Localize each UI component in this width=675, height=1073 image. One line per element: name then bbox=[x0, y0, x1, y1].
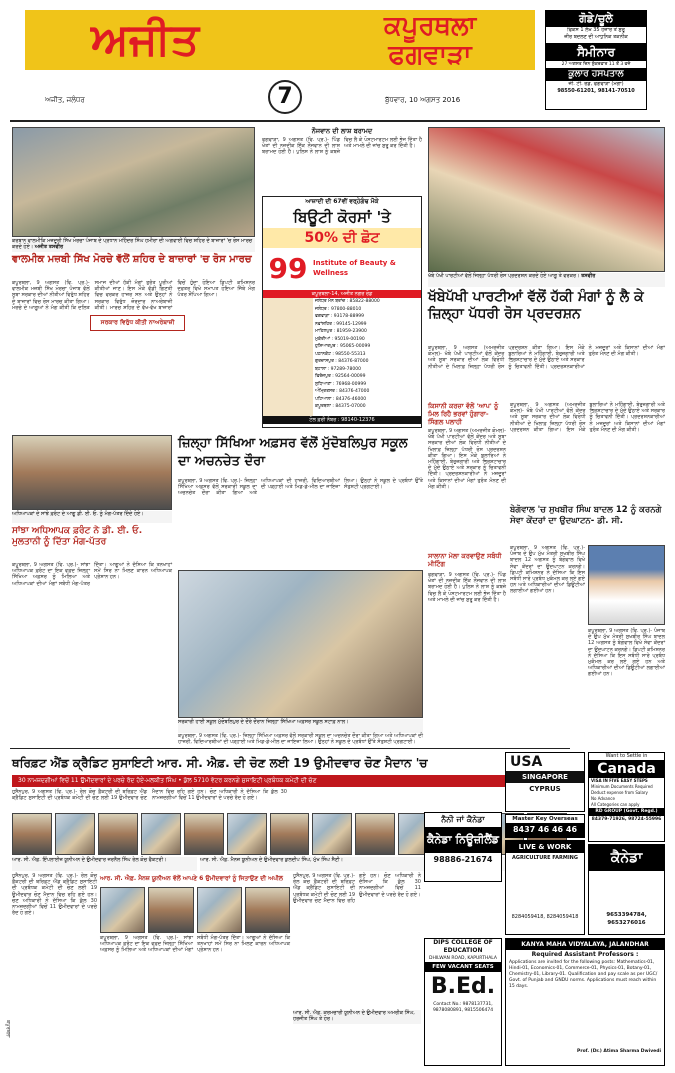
kmv-sub: Required Assistant Professors : bbox=[531, 951, 639, 958]
story6-body: ਕਪੂਰਥਲਾ, 9 ਅਗਸਤ (ਵਿ. ਪ੍ਰ.)- ਪੰਜਾਬ ਦੇ ਉਪ ਮੁੱਖ ਮੰਤਰੀ ਸੁਖਬੀਰ ਸਿੰਘ ਬਾਦਲ 12 ਅਗਸਤ ਨੂੰ ਬੇਗੋਵਾਲ ਵਿਖੇ ਸੇਵਾ ਕੇਂਦਰਾਂ ਦਾ ਉਦਘਾਟਨ ਕਰਨਗੇ। ਡਿਪਟੀ ਕਮਿਸ਼ਨਰ ਨੇ ਦੱਸਿਆ ਕਿ ਇਸ ਸਬੰਧੀ ਸਾਰੇ ਪ੍ਰਬੰਧ ਮੁਕੰਮਲ ਕਰ ਲਏ ਗਏ ਹਨ ਅਤੇ ਅਧਿਕਾਰੀਆਂ ਦੀਆਂ ਡਿਊਟੀਆਂ ਲਗਾਈਆਂ ਗਈਆਂ ਹਨ। bbox=[510, 545, 585, 595]
candidate-photo bbox=[184, 813, 224, 855]
canada-ad-line-4: All Categories can apply bbox=[591, 802, 640, 807]
candidate-photo bbox=[197, 887, 242, 933]
photo2-caption-text: ਖੱਬੇ ਪੱਖੀ ਪਾਰਟੀਆਂ ਵੱਲੋਂ ਜਿਲ੍ਹਾ ਪੱਧਰੀ ਰੋਸ ਪ੍ਰਦਰਸ਼ਨ ਕਰਦੇ ਹੋਏ ਆਗੂ ਤੇ ਵਰਕਰ। bbox=[428, 273, 580, 279]
story6-body-continued: ਕਪੂਰਥਲਾ, 9 ਅਗਸਤ (ਵਿ. ਪ੍ਰ.)- ਪੰਜਾਬ ਦੇ ਉਪ ਮੁੱਖ ਮੰਤਰੀ ਸੁਖਬੀਰ ਸਿੰਘ ਬਾਦਲ 12 ਅਗਸਤ ਨੂੰ ਬੇਗੋਵਾਲ ਵਿਖੇ ਸੇਵਾ ਕੇਂਦਰਾਂ ਦਾ ਉਦਘਾਟਨ ਕਰਨਗੇ। ਡਿਪਟੀ ਕਮਿਸ਼ਨਰ ਨੇ ਦੱਸਿਆ ਕਿ ਇਸ ਸਬੰਧੀ ਸਾਰੇ ਪ੍ਰਬੰਧ ਮੁਕੰਮਲ ਕਰ ਲਏ ਗਏ ਹਨ ਅਤੇ ਅਧਿਕਾਰੀਆਂ ਦੀਆਂ ਡਿਊਟੀਆਂ ਲਗਾਈਆਂ ਗਈਆਂ ਹਨ। bbox=[588, 628, 665, 678]
canada-ad-line-3: No Advance bbox=[591, 796, 615, 801]
beauty-ad-branch: ਕਪੂਰਥਲਾ-14, ਅਜੀਤ ਨਗਰ ਰੋਡ bbox=[263, 290, 421, 298]
canada-ad-group: RD GROUP (Govt. Regd.) bbox=[589, 808, 664, 816]
story3-sub1-body: ਕਪੂਰਥਲਾ, 9 ਅਗਸਤ (ਅਮਰਜੀਤ ਕੋਮਲ)- ਖੱਬੇ ਪੱਖੀ ਪਾਰਟੀਆਂ ਵੱਲੋਂ ਕੇਂਦਰ ਅਤੇ ਸੂਬਾ ਸਰਕਾਰ ਦੀਆਂ ਲੋਕ ਵਿਰੋਧੀ ਨੀਤੀਆਂ ਦੇ ਖਿਲਾਫ਼ ਜ਼ਿਲ੍ਹਾ ਪੱਧਰੀ ਰੋਸ ਪ੍ਰਦਰਸ਼ਨ ਕੀਤਾ ਗਿਆ। ਇਸ ਮੌਕੇ ਬੁਲਾਰਿਆਂ ਨੇ ਮਹਿੰਗਾਈ, ਬੇਰੁਜ਼ਗਾਰੀ ਅਤੇ ਭ੍ਰਿਸ਼ਟਾਚਾਰ ਦੇ ਮੁੱਦੇ ਉਠਾਏ ਅਤੇ ਸਰਕਾਰ ਨੂੰ ਚਿਤਾਵਨੀ ਦਿੱਤੀ। ਪ੍ਰਦਰਸ਼ਨਕਾਰੀਆਂ ਨੇ ਮਜ਼ਦੂਰਾਂ ਅਤੇ ਕਿਸਾਨਾਂ ਦੀਆਂ ਮੰਗਾਂ ਤੁਰੰਤ ਮੰਨਣ ਦੀ ਮੰਗ ਕੀਤੀ। bbox=[428, 428, 506, 490]
school-visit-photo bbox=[178, 570, 423, 718]
knee-ad-line1: ਫਿਕਸ 1 ਲੱਖ 35 ਹਜ਼ਾਰ ਤੋਂ ਸ਼ੁਰੂ bbox=[567, 27, 625, 33]
panel-caption-2: ਆਰ. ਸੀ. ਐਫ਼. ਮੈਨਜ਼ ਯੂਨੀਅਨ ਦੇ ਉਮੀਦਵਾਰ ਕੁਲਦੀਪ ਸਿੰਘ, ਮੁੱਖ ਸਿੰਘ ਸੈਣੀ। bbox=[200, 857, 567, 871]
candidate-portraits-row-2 bbox=[100, 887, 290, 933]
canada-visa-ad bbox=[588, 752, 665, 842]
live-work-ad bbox=[505, 840, 585, 935]
story7-headline: ਥਰਿਫ਼ਟ ਐਂਡ ਕ੍ਰੈਡਿਟ ਸੁਸਾਇਟੀ ਆਰ. ਸੀ. ਐਫ਼. ਦੀ ਚੋਣ ਲਈ 19 ਉਮੀਦਵਾਰ ਚੋਣ ਮੈਦਾਨ 'ਚ bbox=[12, 756, 428, 770]
usa-ad-cyprus: CYPRUS bbox=[529, 785, 561, 793]
knee-ad-address: ਜੀ. ਟੀ. ਰੋਡ, ਫਗਵਾੜਾ (ਮੋਗਾ) bbox=[568, 81, 624, 87]
nanny-ad-title: ਕੈਨੇਡਾ ਨਿਊਜ਼ੀਲੈਂਡ bbox=[425, 827, 501, 853]
kmv-body: Applications are invited for the following posts: Mathematics-01, Hindi-01, Economics-01, Commerce-01, Physics-01, Botany-01, Chemistry-01, Library-01. Qualification and pay scale as per UGC/ Govt. of Punjab and GNDU norms. Applications must reach within 15 days. bbox=[509, 960, 658, 989]
masthead-edition-1: ਕਪੂਰਥਲਾ bbox=[383, 11, 477, 41]
story1-body: ਕਪੂਰਥਲਾ, 9 ਅਗਸਤ (ਵਿ. ਪ੍ਰ.)- ਵਾਲਮੀਕ ਮਜ਼ਬੀ ਸਿੱਖ ਮੋਰਚਾ ਪੰਜਾਬ ਵੱਲੋਂ ਸੂਬਾ ਸਰਕਾਰ ਦੀਆਂ ਨੀਤੀਆਂ ਵਿਰੁੱਧ ਸ਼ਹਿਰ ਦੇ ਬਾਜ਼ਾਰਾਂ ਵਿਚ ਰੋਸ ਮਾਰਚ ਕੀਤਾ ਗਿਆ। ਮੋਰਚੇ ਦੇ ਆਗੂਆਂ ਨੇ ਮੰਗ ਕੀਤੀ ਕਿ ਦਲਿਤ ਸਮਾਜ ਦੀਆਂ ਹੱਕੀ ਮੰਗਾਂ ਤੁਰੰਤ ਪੂਰੀਆਂ ਕੀਤੀਆਂ ਜਾਣ। ਇਸ ਮੌਕੇ ਵੱਡੀ ਗਿਣਤੀ ਵਿਚ ਵਰਕਰ ਹਾਜ਼ਰ ਸਨ ਅਤੇ ਉਨ੍ਹਾਂ ਨੇ ਸਰਕਾਰ ਵਿਰੁੱਧ ਜ਼ੋਰਦਾਰ ਨਾਅਰੇਬਾਜ਼ੀ ਕੀਤੀ। ਮਾਰਚ ਸ਼ਹਿਰ ਦੇ ਵੱਖ-ਵੱਖ ਬਾਜ਼ਾਰਾਂ ਵਿਚੋਂ ਹੁੰਦਾ ਹੋਇਆ ਡਿਪਟੀ ਕਮਿਸ਼ਨਰ ਦਫ਼ਤਰ ਵਿਖੇ ਸਮਾਪਤ ਹੋਇਆ ਜਿੱਥੇ ਮੰਗ ਪੱਤਰ ਸੌਂਪਿਆ ਗਿਆ। bbox=[12, 280, 255, 311]
story3-sub2: ਸਾਲਾਨਾ ਮੇਲਾ ਕਰਵਾਉਣ ਸਬੰਧੀ ਮੀਟਿੰਗ bbox=[428, 552, 502, 568]
canada-ad-phone: 84379-71926, 98724-55996 bbox=[591, 817, 662, 822]
beauty-ad-footer: ਟੋਲ ਫ਼ਰੀ ਨੰਬਰ : 98140-12376 bbox=[263, 416, 421, 424]
photo2-caption bbox=[428, 273, 665, 287]
beauty-ad-phone-6: ਹੁਸ਼ਿਆਰਪੁਰ : 95065-00099 bbox=[315, 344, 371, 349]
story4-body: ਕਪੂਰਥਲਾ, 9 ਅਗਸਤ (ਵਿ. ਪ੍ਰ.)- ਜ਼ਿਲ੍ਹਾ ਸਿੱਖਿਆ ਅਫ਼ਸਰ ਵੱਲੋਂ ਸਰਕਾਰੀ ਸਕੂਲ ਦਾ ਅਚਨਚੇਤ ਦੌਰਾ ਕੀਤਾ ਗਿਆ ਅਤੇ ਅਧਿਆਪਕਾਂ ਦੀ ਹਾਜ਼ਰੀ, ਵਿਦਿਆਰਥੀਆਂ ਦੀ ਪੜ੍ਹਾਈ ਅਤੇ ਮਿਡ-ਡੇ-ਮੀਲ ਦਾ ਜਾਇਜ਼ਾ ਲਿਆ। ਉਨ੍ਹਾਂ ਨੇ ਸਕੂਲ ਦੇ ਪ੍ਰਬੰਧਾਂ ਉੱਤੇ ਸੰਤੁਸ਼ਟੀ ਪ੍ਰਗਟਾਈ। bbox=[178, 478, 423, 497]
beauty-ad-phone-list bbox=[313, 298, 421, 416]
canada2-title: ਕੈਨੇਡਾ bbox=[589, 845, 664, 871]
beauty-ad-phone-8: ਗੁਰਦਾਸਪੁਰ : 84376-87000 bbox=[315, 359, 369, 364]
candidate-photo bbox=[270, 813, 310, 855]
usa-ad-title: USA bbox=[510, 754, 543, 770]
dips-ad-course: B.Ed. bbox=[430, 974, 496, 999]
panel-caption-4: ਆਰ. ਸੀ. ਐਫ਼. ਕਰਮਚਾਰੀ ਯੂਨੀਅਨ ਦੇ ਉਮੀਦਵਾਰ ਅਮਰੀਕ ਸਿੰਘ, ਹਰਜੀਤ ਸਿੰਘ ਤੇ ਹੋਰ। bbox=[293, 1010, 421, 1024]
masthead-rule bbox=[10, 120, 660, 122]
beauty-ad-offer: 50% ਦੀ ਛੋਟ bbox=[263, 228, 421, 248]
story3-continued: ਕਪੂਰਥਲਾ, 9 ਅਗਸਤ (ਅਮਰਜੀਤ ਕੋਮਲ)- ਖੱਬੇ ਪੱਖੀ ਪਾਰਟੀਆਂ ਵੱਲੋਂ ਕੇਂਦਰ ਅਤੇ ਸੂਬਾ ਸਰਕਾਰ ਦੀਆਂ ਲੋਕ ਵਿਰੋਧੀ ਨੀਤੀਆਂ ਦੇ ਖਿਲਾਫ਼ ਜ਼ਿਲ੍ਹਾ ਪੱਧਰੀ ਰੋਸ ਪ੍ਰਦਰਸ਼ਨ ਕੀਤਾ ਗਿਆ। ਇਸ ਮੌਕੇ ਬੁਲਾਰਿਆਂ ਨੇ ਮਹਿੰਗਾਈ, ਬੇਰੁਜ਼ਗਾਰੀ ਅਤੇ ਭ੍ਰਿਸ਼ਟਾਚਾਰ ਦੇ ਮੁੱਦੇ ਉਠਾਏ ਅਤੇ ਸਰਕਾਰ ਨੂੰ ਚਿਤਾਵਨੀ ਦਿੱਤੀ। ਪ੍ਰਦਰਸ਼ਨਕਾਰੀਆਂ ਨੇ ਮਜ਼ਦੂਰਾਂ ਅਤੇ ਕਿਸਾਨਾਂ ਦੀਆਂ ਮੰਗਾਂ ਤੁਰੰਤ ਮੰਨਣ ਦੀ ਮੰਗ ਕੀਤੀ। bbox=[510, 402, 665, 433]
panel-caption-1: ਆਰ. ਸੀ. ਐਫ਼. ਇੰਪਲਾਈਜ਼ ਯੂਨੀਅਨ ਦੇ ਉਮੀਦਵਾਰ ਜਰਨੈਲ ਸਿੰਘ ਰੇਲ ਕੋਚ ਫੈਕਟਰੀ। bbox=[12, 857, 197, 871]
beauty-ad-phone-10: ਫਿਰੋਜ਼ਪੁਰ : 92564-00099 bbox=[315, 374, 366, 379]
story1-pullquote: ਸਰਕਾਰ ਵਿਰੁੱਧ ਕੀਤੀ ਨਾਅਰੇਬਾਜ਼ੀ bbox=[90, 315, 185, 331]
live-work-phone: 8284059418, 8284059418 bbox=[511, 914, 579, 920]
page-number-badge bbox=[268, 80, 302, 114]
story3-sub1: ਕਿਸਾਨੀ ਕਰਜ਼ਾ ਵੱਲੋਂ 'ਆਪ' ਨੂੰ ਮਿਲ ਰਿਹੈ ਭਰਵਾਂ ਹੁੰਗਾਰਾ- ਸਿੰਗਲ ਪਲਾਹੀ bbox=[428, 402, 499, 426]
dips-ad-contact: Contact No.: 9878137731, 9878080891, 9815506474 bbox=[432, 1002, 494, 1013]
beauty-ad-headline: ਬਿਊਟੀ ਕੋਰਸਾਂ 'ਤੇ bbox=[293, 208, 391, 226]
master-key-name: Master Key Overseas bbox=[512, 816, 578, 822]
beauty-course-ad bbox=[262, 196, 422, 428]
photo2-credit: ਤਸਵੀਰ bbox=[581, 273, 596, 279]
kmv-name: KANYA MAHA VIDYALAYA, JALANDHAR bbox=[506, 939, 664, 950]
photo4-caption: ਸਰਕਾਰੀ ਹਾਈ ਸਕੂਲ ਮੁੱਦੋਬਲਿਪੁਰ ਦੇ ਦੌਰੇ ਦੌਰਾਨ ਜ਼ਿਲ੍ਹਾ ਸਿੱਖਿਆ ਅਫ਼ਸਰ ਸਕੂਲ ਸਟਾਫ਼ ਨਾਲ। bbox=[178, 719, 423, 733]
candidate-photo bbox=[98, 813, 138, 855]
knee-ad-title: ਗੋਡੇ/ਚੂਲੇ bbox=[546, 11, 646, 27]
photo3-caption: ਅਧਿਆਪਕਾਂ ਦੇ ਸਾਂਝੇ ਫ਼ਰੰਟ ਦੇ ਆਗੂ ਡੀ. ਈ. ਓ. ਨੂੰ ਮੰਗ-ਪੱਤਰ ਦਿੰਦੇ ਹੋਏ। bbox=[12, 511, 172, 523]
canada-work-ad bbox=[588, 844, 665, 935]
candidate-photo bbox=[355, 813, 395, 855]
beauty-ad-phone-0: ਜਲੰਧਰ ਮੇਨ ਬਰਾਂਚ : 85822-88000 bbox=[315, 299, 380, 304]
dips-ad-name: DIPS COLLEGE OF EDUCATION bbox=[433, 939, 493, 954]
canada-ad-line-1: Minimum Documents Required bbox=[591, 784, 653, 789]
beauty-ad-logo: 99 bbox=[268, 252, 308, 285]
panel-caption-3: ਆਰ. ਸੀ. ਐਫ਼. ਮੈਨਜ਼ ਯੂਨੀਅਨ ਵੱਲੋਂ ਆਪਣੇ 6 ਉਮੀਦਵਾਰਾਂ ਨੂੰ ਜਿਤਾਉਣ ਦੀ ਅਪੀਲ bbox=[100, 875, 283, 882]
canada-ad-title: Canada bbox=[589, 760, 664, 778]
nanny-ad-phone: 98886-21674 bbox=[433, 855, 493, 864]
dips-ad-seats: FEW VACANT SEATS bbox=[425, 962, 501, 972]
canada2-phone: 9653394784, 9653276016 bbox=[606, 912, 647, 926]
beauty-ad-institute: Institute of Beauty & Wellness bbox=[313, 259, 396, 277]
candidate-photo bbox=[312, 813, 352, 855]
left-parties-protest-photo bbox=[428, 127, 665, 272]
canada-ad-line-0: VISA IN FIVE EASY STEPS bbox=[591, 778, 648, 783]
dips-college-ad bbox=[424, 938, 502, 1066]
story7-body-col1: ਹੁਸੈਨਪੁਰ, 9 ਅਗਸਤ (ਵਿ. ਪ੍ਰ.)- ਰੇਲ ਕੋਚ ਫ਼ੈਕਟਰੀ ਦੀ ਥਰਿਫ਼ਟ ਐਂਡ ਕ੍ਰੈਡਿਟ ਸੁਸਾਇਟੀ ਦੀ ਪ੍ਰਬੰਧਕ ਕਮੇਟੀ ਦੀ ਚੋਣ ਲਈ 19 ਉਮੀਦਵਾਰ ਚੋਣ ਮੈਦਾਨ ਵਿਚ ਰਹਿ ਗਏ ਹਨ। ਚੋਣ ਅਧਿਕਾਰੀ ਨੇ ਦੱਸਿਆ ਕਿ ਕੁੱਲ 30 ਨਾਮਜ਼ਦਗੀਆਂ ਵਿਚੋਂ 11 ਉਮੀਦਵਾਰਾਂ ਦੇ ਪਰਚੇ ਰੱਦ ਹੋ ਗਏ। bbox=[12, 873, 97, 917]
knee-ad-seminar-date: 27 ਅਗਸਤ ਦਿਨ ਸ਼ੁੱਕਰਵਾਰ 11 ਤੋਂ 3 ਵਜੇ bbox=[561, 62, 631, 67]
candidate-photo bbox=[148, 887, 193, 933]
story7-subheadline: 30 ਨਾਮਜ਼ਦਗੀਆਂ ਵਿਚੋਂ 11 ਉਮੀਦਵਾਰਾਂ ਦੇ ਪਰਚੇ ਰੱਦ ਹੋਏ-ਮਲਕੀਤ ਸਿੰਘ • ਕੁੱਲ 5710 ਵੋਟਰ ਕਰਨਗੇ ਸੁਸਾਇਟੀ ਪ੍ਰਬੰਧਕ ਕਮੇਟੀ ਦੀ ਚੋਣ bbox=[12, 775, 567, 787]
story2-body: ਫਗਵਾੜਾ, 9 ਅਗਸਤ (ਵਿ. ਪ੍ਰ.)- ਪਿੰਡ ਖੇਤਾਂ ਦੀ ਨਜ਼ਦੀਕ ਇੱਕ ਨੌਜਵਾਨ ਦੀ ਲਾਸ਼ ਬਰਾਮਦ ਹੋਈ ਹੈ। ਪੁਲਿਸ ਨੇ ਲਾਸ਼ ਨੂੰ ਕਬਜ਼ੇ ਵਿਚ ਲੈ ਕੇ ਪੋਸਟਮਾਰਟਮ ਲਈ ਭੇਜ ਦਿੱਤਾ ਹੈ ਅਤੇ ਮਾਮਲੇ ਦੀ ਜਾਂਚ ਸ਼ੁਰੂ ਕਰ ਦਿੱਤੀ ਹੈ। bbox=[262, 137, 422, 156]
canada-ad-kicker: Want to Settle in bbox=[605, 753, 648, 759]
beauty-ad-phone-9: ਬਟਾਲਾ : 97289-78000 bbox=[315, 366, 361, 372]
knee-surgery-ad bbox=[545, 10, 647, 110]
masthead-brand: ਅਜੀਤ bbox=[91, 14, 199, 65]
page-number: 7 bbox=[277, 84, 293, 109]
story7-body-col2: ਕਪੂਰਥਲਾ, 9 ਅਗਸਤ (ਵਿ. ਪ੍ਰ.)- ਸਾਂਝਾ ਅਧਿਆਪਕ ਫ਼ਰੰਟ ਦਾ ਇਕ ਵਫ਼ਦ ਜ਼ਿਲ੍ਹਾ ਸਿੱਖਿਆ ਅਫ਼ਸਰ ਨੂੰ ਮਿਲਿਆ ਅਤੇ ਅਧਿਆਪਕਾਂ ਦੀਆਂ ਮੰਗਾਂ ਸਬੰਧੀ ਮੰਗ-ਪੱਤਰ ਦਿੱਤਾ। ਆਗੂਆਂ ਨੇ ਦੱਸਿਆ ਕਿ ਤਨਖਾਹਾਂ ਸਮੇਂ ਸਿਰ ਨਾ ਮਿਲਣ ਕਾਰਨ ਅਧਿਆਪਕ ਪ੍ਰੇਸ਼ਾਨ ਹਨ। bbox=[100, 935, 290, 954]
canada-ad-line-2: Deduct expense from Salary bbox=[591, 790, 648, 795]
beauty-ad-phone-13: ਪਟਿਆਲਾ : 84376-46000 bbox=[315, 396, 367, 402]
story7-body-col3: ਹੁਸੈਨਪੁਰ, 9 ਅਗਸਤ (ਵਿ. ਪ੍ਰ.)- ਰੇਲ ਕੋਚ ਫ਼ੈਕਟਰੀ ਦੀ ਥਰਿਫ਼ਟ ਐਂਡ ਕ੍ਰੈਡਿਟ ਸੁਸਾਇਟੀ ਦੀ ਪ੍ਰਬੰਧਕ ਕਮੇਟੀ ਦੀ ਚੋਣ ਲਈ 19 ਉਮੀਦਵਾਰ ਚੋਣ ਮੈਦਾਨ ਵਿਚ ਰਹਿ ਗਏ ਹਨ। ਚੋਣ ਅਧਿਕਾਰੀ ਨੇ ਦੱਸਿਆ ਕਿ ਕੁੱਲ 30 ਨਾਮਜ਼ਦਗੀਆਂ ਵਿਚੋਂ 11 ਉਮੀਦਵਾਰਾਂ ਦੇ ਪਰਚੇ ਰੱਦ ਹੋ ਗਏ। bbox=[293, 873, 421, 904]
usa-ad-singapore: SINGAPORE bbox=[506, 771, 584, 783]
photo1-credit: ਅਜੀਤ ਤਸਵੀਰ bbox=[34, 244, 64, 250]
candidate-photo bbox=[55, 813, 95, 855]
beauty-ad-phone-1: ਜਲੰਧਰ : 97800-88010 bbox=[315, 306, 362, 312]
beauty-ad-phone-7: ਪਠਾਨਕੋਟ : 98550-55313 bbox=[315, 351, 366, 357]
masthead-publisher: ਅਜੀਤ, ਜਲੰਧਰ bbox=[45, 96, 85, 104]
candidate-photo bbox=[245, 887, 290, 933]
beauty-ad-phone-3: ਨਵਾਂਸ਼ਹਿਰ : 99145-12999 bbox=[315, 321, 367, 327]
issue-date: ਬੁੱਧਵਾਰ, 10 ਅਗਸਤ 2016 bbox=[385, 96, 461, 104]
beauty-ad-phone-5: ਮੁਕੇਰੀਆਂ : 95019-00190 bbox=[315, 336, 365, 342]
beauty-ad-phone-4: ਮਾਹਿਲਪੁਰ : 81959-23900 bbox=[315, 329, 367, 334]
story7-body: ਹੁਸੈਨਪੁਰ, 9 ਅਗਸਤ (ਵਿ. ਪ੍ਰ.)- ਰੇਲ ਕੋਚ ਫ਼ੈਕਟਰੀ ਦੀ ਥਰਿਫ਼ਟ ਐਂਡ ਕ੍ਰੈਡਿਟ ਸੁਸਾਇਟੀ ਦੀ ਪ੍ਰਬੰਧਕ ਕਮੇਟੀ ਦੀ ਚੋਣ ਲਈ 19 ਉਮੀਦਵਾਰ ਚੋਣ ਮੈਦਾਨ ਵਿਚ ਰਹਿ ਗਏ ਹਨ। ਚੋਣ ਅਧਿਕਾਰੀ ਨੇ ਦੱਸਿਆ ਕਿ ਕੁੱਲ 30 ਨਾਮਜ਼ਦਗੀਆਂ ਵਿਚੋਂ 11 ਉਮੀਦਵਾਰਾਂ ਦੇ ਪਰਚੇ ਰੱਦ ਹੋ ਗਏ। bbox=[12, 789, 287, 802]
master-key-phone: 8437 46 46 46 bbox=[506, 823, 584, 837]
knee-ad-hospital: ਕੂਲਾਰ ਹਸਪਤਾਲ bbox=[546, 68, 646, 81]
beauty-ad-phone-12: ਅੰਮ੍ਰਿਤਸਰ : 84376-47000 bbox=[315, 389, 370, 394]
story3-sub2-body: ਫਗਵਾੜਾ, 9 ਅਗਸਤ (ਵਿ. ਪ੍ਰ.)- ਪਿੰਡ ਖੇਤਾਂ ਦੀ ਨਜ਼ਦੀਕ ਇੱਕ ਨੌਜਵਾਨ ਦੀ ਲਾਸ਼ ਬਰਾਮਦ ਹੋਈ ਹੈ। ਪੁਲਿਸ ਨੇ ਲਾਸ਼ ਨੂੰ ਕਬਜ਼ੇ ਵਿਚ ਲੈ ਕੇ ਪੋਸਟਮਾਰਟਮ ਲਈ ਭੇਜ ਦਿੱਤਾ ਹੈ ਅਤੇ ਮਾਮਲੇ ਦੀ ਜਾਂਚ ਸ਼ੁਰੂ ਕਰ ਦਿੱਤੀ ਹੈ। bbox=[428, 572, 506, 603]
story2-kicker: ਨੌਜਵਾਨ ਦੀ ਲਾਸ਼ ਬਰਾਮਦ bbox=[311, 127, 373, 135]
candidate-photo bbox=[227, 813, 267, 855]
kmv-college-ad bbox=[505, 938, 665, 1066]
story5-body: ਕਪੂਰਥਲਾ, 9 ਅਗਸਤ (ਵਿ. ਪ੍ਰ.)- ਸਾਂਝਾ ਅਧਿਆਪਕ ਫ਼ਰੰਟ ਦਾ ਇਕ ਵਫ਼ਦ ਜ਼ਿਲ੍ਹਾ ਸਿੱਖਿਆ ਅਫ਼ਸਰ ਨੂੰ ਮਿਲਿਆ ਅਤੇ ਅਧਿਆਪਕਾਂ ਦੀਆਂ ਮੰਗਾਂ ਸਬੰਧੀ ਮੰਗ-ਪੱਤਰ ਦਿੱਤਾ। ਆਗੂਆਂ ਨੇ ਦੱਸਿਆ ਕਿ ਤਨਖਾਹਾਂ ਸਮੇਂ ਸਿਰ ਨਾ ਮਿਲਣ ਕਾਰਨ ਅਧਿਆਪਕ ਪ੍ਰੇਸ਼ਾਨ ਹਨ। bbox=[12, 562, 172, 587]
usa-visa-ad bbox=[505, 752, 585, 812]
live-work-ag: AGRICULTURE FARMING bbox=[512, 855, 578, 861]
beauty-ad-phone-11: ਲੁਧਿਆਣਾ : 76968-00999 bbox=[315, 381, 367, 387]
nanny-canada-ad bbox=[424, 812, 502, 882]
section-rule-bottom bbox=[10, 748, 570, 749]
knee-ad-line2: ਜ਼ੀਰ ਬਦਲਣ ਦੀ ਆਧੁਨਿਕ ਤਕਨੀਕ bbox=[564, 34, 628, 40]
page-footer-left: ਕਪੂਰਥਲਾ bbox=[5, 1020, 11, 1038]
sukhbir-badal-portrait bbox=[588, 545, 665, 625]
candidate-photo bbox=[141, 813, 181, 855]
story3-body: ਕਪੂਰਥਲਾ, 9 ਅਗਸਤ (ਅਮਰਜੀਤ ਕੋਮਲ)- ਖੱਬੇ ਪੱਖੀ ਪਾਰਟੀਆਂ ਵੱਲੋਂ ਕੇਂਦਰ ਅਤੇ ਸੂਬਾ ਸਰਕਾਰ ਦੀਆਂ ਲੋਕ ਵਿਰੋਧੀ ਨੀਤੀਆਂ ਦੇ ਖਿਲਾਫ਼ ਜ਼ਿਲ੍ਹਾ ਪੱਧਰੀ ਰੋਸ ਪ੍ਰਦਰਸ਼ਨ ਕੀਤਾ ਗਿਆ। ਇਸ ਮੌਕੇ ਬੁਲਾਰਿਆਂ ਨੇ ਮਹਿੰਗਾਈ, ਬੇਰੁਜ਼ਗਾਰੀ ਅਤੇ ਭ੍ਰਿਸ਼ਟਾਚਾਰ ਦੇ ਮੁੱਦੇ ਉਠਾਏ ਅਤੇ ਸਰਕਾਰ ਨੂੰ ਚਿਤਾਵਨੀ ਦਿੱਤੀ। ਪ੍ਰਦਰਸ਼ਨਕਾਰੀਆਂ ਨੇ ਮਜ਼ਦੂਰਾਂ ਅਤੇ ਕਿਸਾਨਾਂ ਦੀਆਂ ਮੰਗਾਂ ਤੁਰੰਤ ਮੰਨਣ ਦੀ ਮੰਗ ਕੀਤੀ। bbox=[428, 345, 665, 370]
dips-ad-loc: DHILWAN ROAD, KAPURTHALA bbox=[429, 956, 497, 961]
live-work-title: LIVE & WORK bbox=[506, 841, 584, 853]
knee-ad-seminar: ਸੈਮੀਨਾਰ bbox=[546, 43, 646, 61]
nanny-ad-title2: ਨੈਨੀ ਜਾਂ ਕੈਨੇਡਾ bbox=[441, 815, 485, 824]
beauty-ad-phone-2: ਫਗਵਾੜਾ : 93178-88999 bbox=[315, 314, 365, 319]
masthead-edition-2: ਫਗਵਾੜਾ bbox=[388, 40, 472, 70]
candidate-photo bbox=[12, 813, 52, 855]
teachers-front-photo bbox=[12, 435, 172, 510]
knee-ad-phone: 98550-61201, 98141-70510 bbox=[557, 88, 635, 94]
beauty-ad-kicker: ਆਜ਼ਾਦੀ ਦੀ 67ਵੀਂ ਵਰ੍ਹੇਗੰਢ ਮੌਕੇ bbox=[305, 198, 379, 205]
master-key-ad bbox=[505, 814, 585, 838]
photo1-caption bbox=[12, 238, 255, 252]
beauty-ad-phone-14: ਕਪੂਰਥਲਾ : 84375-07000 bbox=[315, 404, 366, 409]
story4-headline: ਜ਼ਿਲ੍ਹਾ ਸਿੱਖਿਆ ਅਫ਼ਸਰ ਵੱਲੋਂ ਮੁੱਦੋਬਲਿਪੁਰ ਸਕੂਲ ਦਾ ਅਚਨਚੇਤ ਦੌਰਾ bbox=[178, 436, 408, 469]
story5-body-continued: ਕਪੂਰਥਲਾ, 9 ਅਗਸਤ (ਵਿ. ਪ੍ਰ.)- ਜ਼ਿਲ੍ਹਾ ਸਿੱਖਿਆ ਅਫ਼ਸਰ ਵੱਲੋਂ ਸਰਕਾਰੀ ਸਕੂਲ ਦਾ ਅਚਨਚੇਤ ਦੌਰਾ ਕੀਤਾ ਗਿਆ ਅਤੇ ਅਧਿਆਪਕਾਂ ਦੀ ਹਾਜ਼ਰੀ, ਵਿਦਿਆਰਥੀਆਂ ਦੀ ਪੜ੍ਹਾਈ ਅਤੇ ਮਿਡ-ਡੇ-ਮੀਲ ਦਾ ਜਾਇਜ਼ਾ ਲਿਆ। ਉਨ੍ਹਾਂ ਨੇ ਸਕੂਲ ਦੇ ਪ੍ਰਬੰਧਾਂ ਉੱਤੇ ਸੰਤੁਸ਼ਟੀ ਪ੍ਰਗਟਾਈ। bbox=[178, 733, 423, 746]
story5-headline: ਸਾਂਝਾ ਅਧਿਆਪਕ ਫ਼ਰੰਟ ਨੇ ਡੀ. ਈ. ਓ. ਮੁਲਤਾਨੀ ਨੂੰ ਦਿੱਤਾ ਮੰਗ-ਪੱਤਰ bbox=[12, 526, 143, 547]
story3-headline: ਖੱਬੇਪੱਖੀ ਪਾਰਟੀਆਂ ਵੱਲੋਂ ਹੱਕੀ ਮੰਗਾਂ ਨੂੰ ਲੈ ਕੇ ਜ਼ਿਲ੍ਹਾ ਪੱਧਰੀ ਰੋਸ ਪ੍ਰਦਰਸ਼ਨ bbox=[428, 289, 644, 322]
photo1-caption-text: ਕਰਬਾਨ ਵਾਲਮੀਕਿ ਮਜ਼ਦੂਰੀ ਸਿੱਖ ਮੋਰਚਾ ਪੰਜਾਬ ਦੇ ਪ੍ਰਧਾਨ ਮਹਿੰਦਰ ਸਿੰਘ ਹਮੀਰਾ ਦੀ ਅਗਵਾਈ ਵਿਚ ਸ਼ਹਿਰ ਦੇ ਬਾਜ਼ਾਰਾਂ 'ਚ ਰੋਸ ਮਾਰਚ ਕਰਦੇ ਹੋਏ। bbox=[12, 238, 253, 250]
protest-march-photo bbox=[12, 127, 255, 237]
candidate-photo bbox=[100, 887, 145, 933]
story1-headline: ਵਾਲਮੀਕ ਮਜ਼ਬੀ ਸਿੱਖ ਮੋਰਚੇ ਵੱਲੋਂ ਸ਼ਹਿਰ ਦੇ ਬਾਜ਼ਾਰਾਂ 'ਚ ਰੋਸ ਮਾਰਚ bbox=[12, 254, 252, 265]
kmv-principal: Prof. (Dr.) Atima Sharma Dwivedi bbox=[577, 1049, 661, 1054]
story6-headline: ਬੇਗੋਵਾਲ 'ਚ ਸੁਖਬੀਰ ਸਿੰਘ ਬਾਦਲ 12 ਨੂੰ ਕਰਨਗੇ ਸੇਵਾ ਕੇਂਦਰਾਂ ਦਾ ਉਦਘਾਟਨ- ਡੀ. ਸੀ. bbox=[510, 505, 662, 526]
